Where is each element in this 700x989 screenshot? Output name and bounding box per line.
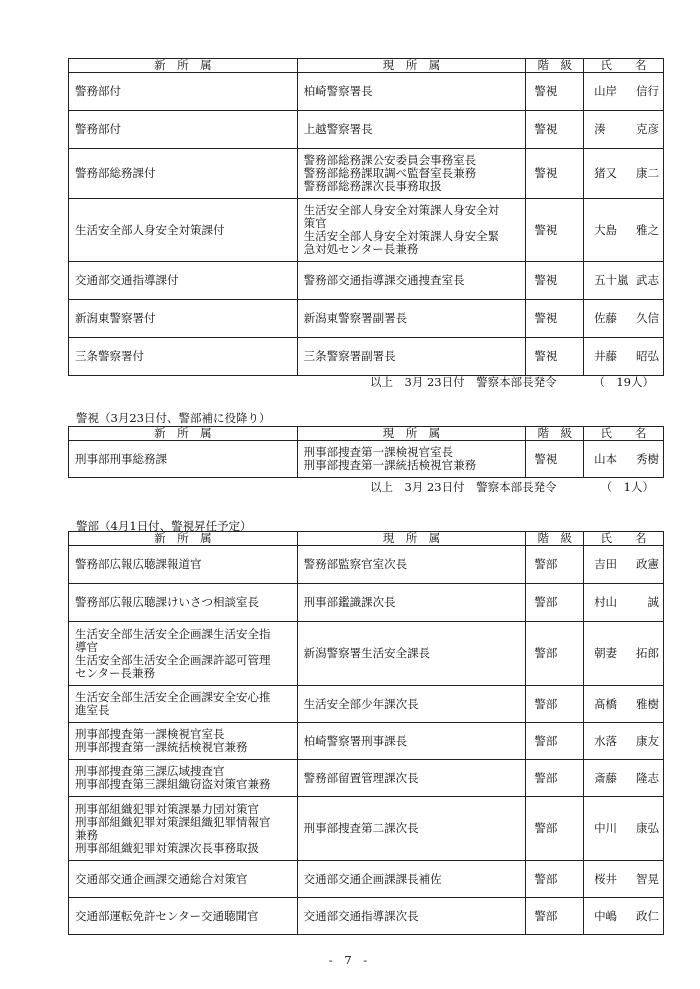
name-cell (584, 622, 664, 686)
current-post-cell (297, 546, 526, 584)
surname: 湊 (594, 122, 606, 136)
table-row (69, 686, 664, 723)
current-post-cell (297, 199, 526, 262)
current-post-cell (297, 149, 526, 199)
current-post-cell (297, 262, 526, 300)
name-cell (584, 111, 664, 149)
cell-line: 刑事部組織犯罪対策課暴力団対策官 (75, 801, 259, 816)
cell-line: 警務部交通指導課交通捜査室長 (303, 273, 465, 287)
surname: 村山 (594, 595, 618, 609)
cell-line: 刑事部捜査第一課統括検視官兼務 (303, 458, 477, 472)
given-name: 政仁 (636, 908, 659, 923)
name-cell (584, 584, 664, 622)
cell-line: 刑事部捜査第一課検視官室長 (75, 727, 225, 741)
table-row (69, 111, 664, 149)
rank-cell: 警部 (526, 898, 584, 935)
cell-line: 警務部総務課次長事務取扱 (303, 179, 442, 193)
header-new-post: 新 所 属 (69, 532, 298, 546)
given-name: 久信 (636, 311, 659, 325)
cell-line: 刑事部刑事総務課 (75, 451, 167, 466)
section-3-title: 警部（4月1日付、警視昇任予定） (76, 519, 252, 533)
given-name: 昭弘 (636, 349, 659, 363)
cell-line: 交通部交通企画課課長補佐 (303, 871, 442, 886)
name-cell (584, 686, 664, 723)
new-post-cell (69, 797, 298, 861)
rank-cell: 警視 (526, 199, 584, 262)
cell-line: 策官 (303, 216, 327, 230)
given-name: 秀樹 (636, 451, 659, 466)
cell-line: 生活安全部少年課次長 (303, 696, 419, 711)
cell-line: 新潟東警察署付 (75, 311, 156, 325)
name-cell (584, 300, 664, 338)
current-post-cell (297, 723, 526, 760)
table-row (69, 861, 664, 898)
surname: 桜井 (594, 871, 618, 886)
surname: 五十嵐 (594, 273, 629, 287)
name-cell (584, 898, 664, 935)
given-name: 康友 (636, 733, 659, 748)
cell-line: 警務部総務課取調べ監督室長兼務 (303, 166, 477, 180)
cell-line: 刑事部捜査第三課組織窃盗対策官兼務 (75, 777, 271, 791)
cell-line: 生活安全部生活安全企画課生活安全指 (75, 626, 271, 641)
surname: 水落 (594, 733, 618, 748)
cell-line: 刑事部捜査第一課検視官室長 (303, 445, 454, 459)
new-post-cell (69, 584, 298, 622)
table-row (69, 546, 664, 584)
table-row (69, 760, 664, 797)
cell-line: 刑事部鑑識課次長 (303, 595, 396, 609)
cell-line: 上越警察署長 (303, 122, 373, 136)
name-cell (584, 760, 664, 797)
header-rank: 階 級 (526, 59, 584, 73)
table-row (69, 338, 664, 376)
cell-line: 生活安全部人身安全対策課付 (75, 222, 225, 237)
current-post-cell (297, 441, 526, 478)
cell-line: 生活安全部人身安全対策課人身安全緊 (303, 229, 500, 243)
surname: 朝妻 (594, 646, 618, 660)
name-cell (584, 861, 664, 898)
name-cell (584, 338, 664, 376)
cell-line: 三条警察署付 (75, 349, 144, 363)
cell-line: 進室長 (75, 703, 110, 717)
rank-cell: 警部 (526, 861, 584, 898)
new-post-cell (69, 111, 298, 149)
rank-cell: 警視 (526, 149, 584, 199)
cell-line: 生活安全部人身安全対策課人身安全対 (303, 203, 500, 217)
table-row (69, 262, 664, 300)
surname: 佐藤 (594, 311, 618, 325)
rank-cell: 警部 (526, 797, 584, 861)
cell-line: 警務部留置管理課次長 (303, 770, 419, 785)
new-post-cell (69, 73, 298, 111)
cell-line: 刑事部捜査第一課統括検視官兼務 (75, 740, 248, 754)
given-name: 誠 (647, 595, 659, 609)
issuance-note: 以上 3月 23日付 警察本部長発令 (370, 480, 557, 494)
table-row (69, 441, 664, 478)
cell-line: 導官 (75, 639, 98, 654)
current-post-cell (297, 73, 526, 111)
rank-cell: 警部 (526, 546, 584, 584)
given-name: 智晃 (636, 871, 659, 886)
cell-line: 新潟東警察署副署長 (303, 311, 408, 325)
table-row (69, 199, 664, 262)
section-2-title: 警視（3月23日付、警部補に役降り） (76, 411, 271, 425)
header-current-post: 現 所 属 (297, 59, 526, 73)
table-header (69, 532, 664, 546)
surname: 井藤 (594, 349, 618, 363)
name-cell (584, 546, 664, 584)
cell-line: 刑事部捜査第二課次長 (303, 821, 419, 835)
header-current-post: 現 所 属 (297, 532, 526, 546)
cell-line: 警務部総務課付 (75, 166, 156, 180)
rank-cell: 警視 (526, 300, 584, 338)
rank-cell: 警部 (526, 723, 584, 760)
new-post-cell (69, 898, 298, 935)
current-post-cell (297, 686, 526, 723)
header-new-post: 新 所 属 (69, 59, 298, 73)
header-rank: 階 級 (526, 427, 584, 441)
surname: 斎藤 (594, 770, 618, 785)
cell-line: 警務部監察官室次長 (303, 557, 408, 571)
header-name: 氏 名 (584, 59, 664, 73)
cell-line: 柏崎警察署長 (303, 84, 373, 98)
table-row (69, 73, 664, 111)
name-cell (584, 441, 664, 478)
surname: 中川 (594, 821, 618, 835)
cell-line: 警務部総務課公安委員会事務室長 (303, 153, 477, 167)
cell-line: 三条警察署副署長 (303, 349, 396, 363)
surname: 山岸 (594, 84, 618, 98)
surname: 中嶋 (594, 908, 618, 923)
new-post-cell (69, 861, 298, 898)
current-post-cell (297, 111, 526, 149)
current-post-cell (297, 300, 526, 338)
page-number: - 7 - (328, 953, 372, 967)
cell-line: 警務部付 (75, 122, 121, 136)
surname: 猪又 (594, 166, 618, 180)
table-row (69, 149, 664, 199)
surname: 髙橋 (594, 696, 618, 711)
personnel-table-1 (68, 58, 664, 376)
surname: 吉田 (594, 557, 618, 571)
personnel-table-3 (68, 531, 664, 935)
cell-line: 警務部付 (75, 84, 121, 98)
issuance-note: 以上 3月 23日付 警察本部長発令 (370, 375, 557, 389)
given-name: 信行 (636, 84, 659, 98)
header-name: 氏 名 (584, 427, 664, 441)
current-post-cell (297, 797, 526, 861)
current-post-cell (297, 898, 526, 935)
given-name: 康二 (636, 166, 659, 180)
cell-line: 兼務 (75, 827, 98, 842)
current-post-cell (297, 760, 526, 797)
new-post-cell (69, 300, 298, 338)
given-name: 政憲 (636, 557, 659, 571)
headcount: （ 1人） (600, 480, 654, 494)
surname: 大島 (594, 222, 618, 237)
cell-line: 新潟警察署生活安全課長 (303, 646, 431, 660)
given-name: 武志 (636, 273, 659, 287)
table-row (69, 723, 664, 760)
cell-line: 警務部広報広聴課報道官 (75, 557, 202, 571)
header-name: 氏 名 (584, 532, 664, 546)
table-header (69, 59, 664, 73)
current-post-cell (297, 584, 526, 622)
header-new-post: 新 所 属 (69, 427, 298, 441)
given-name: 拓郎 (636, 646, 659, 660)
rank-cell: 警部 (526, 760, 584, 797)
cell-line: 交通部交通企画課交通総合対策官 (75, 871, 248, 886)
table-row (69, 797, 664, 861)
rank-cell: 警視 (526, 441, 584, 478)
new-post-cell (69, 441, 298, 478)
name-cell (584, 723, 664, 760)
new-post-cell (69, 199, 298, 262)
new-post-cell (69, 262, 298, 300)
cell-line: 生活安全部生活安全企画課許認可管理 (75, 652, 271, 667)
name-cell (584, 73, 664, 111)
cell-line: 刑事部捜査第三課広域捜査官 (75, 764, 225, 778)
name-cell (584, 797, 664, 861)
current-post-cell (297, 338, 526, 376)
personnel-table-2 (68, 426, 664, 478)
cell-line: 生活安全部生活安全企画課安全安心推 (75, 690, 271, 704)
header-current-post: 現 所 属 (297, 427, 526, 441)
cell-line: 交通部運転免許センター交通聴聞官 (75, 908, 259, 923)
table-row (69, 622, 664, 686)
given-name: 克彦 (636, 122, 659, 136)
rank-cell: 警視 (526, 338, 584, 376)
new-post-cell (69, 760, 298, 797)
rank-cell: 警部 (526, 584, 584, 622)
table-1-footer (68, 374, 664, 388)
cell-line: 柏崎警察署刑事課長 (303, 733, 408, 748)
cell-line: 警務部広報広聴課けいさつ相談室長 (75, 595, 259, 609)
cell-line: 交通部交通指導課次長 (303, 908, 419, 923)
new-post-cell (69, 149, 298, 199)
surname: 山本 (594, 451, 618, 466)
rank-cell: 警部 (526, 686, 584, 723)
new-post-cell (69, 622, 298, 686)
current-post-cell (297, 861, 526, 898)
table-row (69, 898, 664, 935)
header-rank: 階 級 (526, 532, 584, 546)
given-name: 康弘 (636, 821, 659, 835)
name-cell (584, 149, 664, 199)
given-name: 雅之 (636, 222, 659, 237)
new-post-cell (69, 686, 298, 723)
new-post-cell (69, 338, 298, 376)
cell-line: 刑事部組織犯罪対策課次長事務取扱 (75, 840, 259, 855)
current-post-cell (297, 622, 526, 686)
table-header (69, 427, 664, 441)
cell-line: 交通部交通指導課付 (75, 273, 179, 287)
name-cell (584, 199, 664, 262)
rank-cell: 警部 (526, 622, 584, 686)
cell-line: 刑事部組織犯罪対策課組織犯罪情報官 (75, 814, 271, 829)
rank-cell: 警視 (526, 111, 584, 149)
rank-cell: 警視 (526, 262, 584, 300)
table-2-footer (68, 479, 664, 493)
given-name: 隆志 (636, 770, 659, 785)
cell-line: 急対処センター長兼務 (303, 242, 419, 256)
new-post-cell (69, 723, 298, 760)
given-name: 雅樹 (636, 696, 659, 711)
headcount: （ 19人） (593, 375, 654, 389)
name-cell (584, 262, 664, 300)
table-row (69, 584, 664, 622)
table-row (69, 300, 664, 338)
new-post-cell (69, 546, 298, 584)
rank-cell: 警視 (526, 73, 584, 111)
cell-line: センター長兼務 (75, 665, 156, 680)
